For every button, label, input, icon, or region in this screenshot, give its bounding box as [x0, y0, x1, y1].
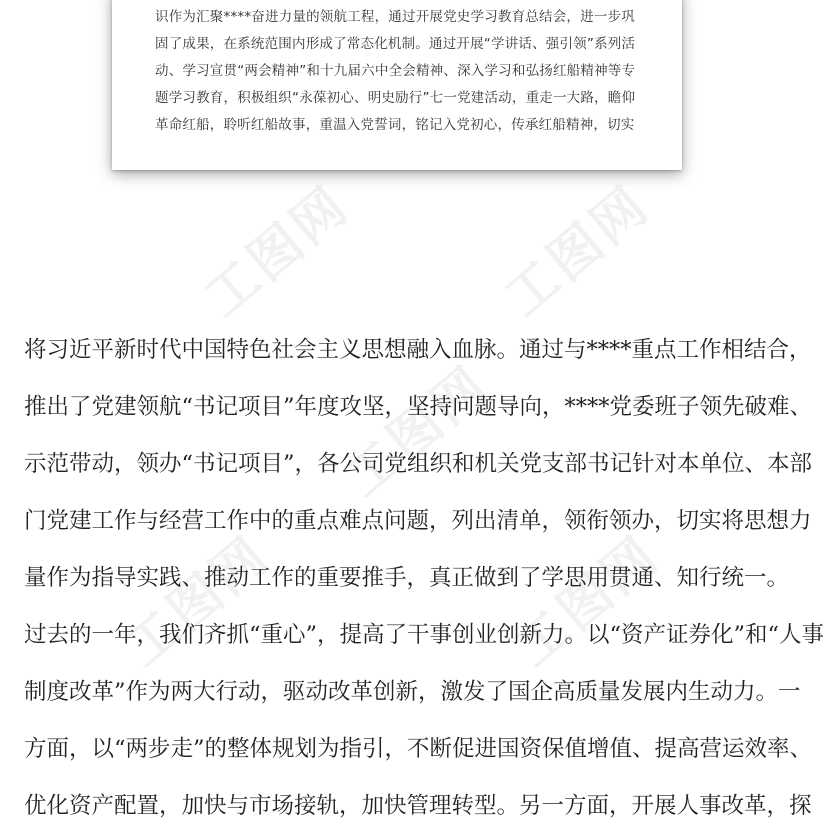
paragraph-line: 示范带动，领办“书记项目”，各公司党组织和机关党支部书记针对本单位、本部: [24, 451, 813, 477]
preview-text-block: [155, 4, 675, 139]
preview-line: 动、学习宣贯“两会精神”和十九届六中全会精神、深入学习和弘扬红船精神等专: [155, 63, 636, 79]
paragraph-line: 将习近平新时代中国特色社会主义思想融入血脉。通过与****重点工作相结合，: [24, 337, 812, 363]
watermark: 工图网: [113, 524, 282, 679]
paragraph-line: 门党建工作与经营工作中的重点难点问题，列出清单，领衔领办，切实将思想力: [24, 508, 812, 534]
watermark: 工图网: [193, 174, 362, 329]
paragraph-line: 方面，以“两步走”的整体规划为指引，不断促进国资保值增值、提高营运效率、: [24, 736, 813, 762]
watermark: 工图网: [493, 174, 662, 329]
preview-line: 题学习教育，积极组织“永葆初心、明史励行”七一党建活动，重走一大路，瞻仰: [155, 90, 636, 106]
preview-line: 革命红船，聆听红船故事，重温入党誓词，铭记入党初心，传承红船精神，切实: [155, 117, 635, 133]
watermark: 工图网: [503, 524, 672, 679]
preview-line: 识作为汇聚****奋进力量的领航工程，通过开展党史学习教育总结会，进一步巩: [155, 9, 635, 25]
document-body: [24, 322, 824, 835]
document-preview-card: [112, 0, 682, 170]
paragraph-line: 过去的一年，我们齐抓“重心”，提高了干事创业创新力。以“资产证券化”和“人事: [24, 622, 824, 648]
watermark: 工图网: [333, 354, 502, 509]
preview-line: 固了成果，在系统范围内形成了常态化机制。通过开展“学讲话、强引领”系列活: [155, 36, 636, 52]
paragraph-line: 优化资产配置，加快与市场接轨，加快管理转型。另一方面，开展人事改革，探: [24, 793, 812, 819]
paragraph-line: 推出了党建领航“书记项目”年度攻坚，坚持问题导向，****党委班子领先破难、: [24, 394, 813, 420]
paragraph-line: 制度改革”作为两大行动，驱动改革创新，激发了国企高质量发展内生动力。一: [24, 679, 801, 705]
paragraph-line: 量作为指导实践、推动工作的重要推手，真正做到了学思用贯通、知行统一。: [24, 565, 790, 591]
